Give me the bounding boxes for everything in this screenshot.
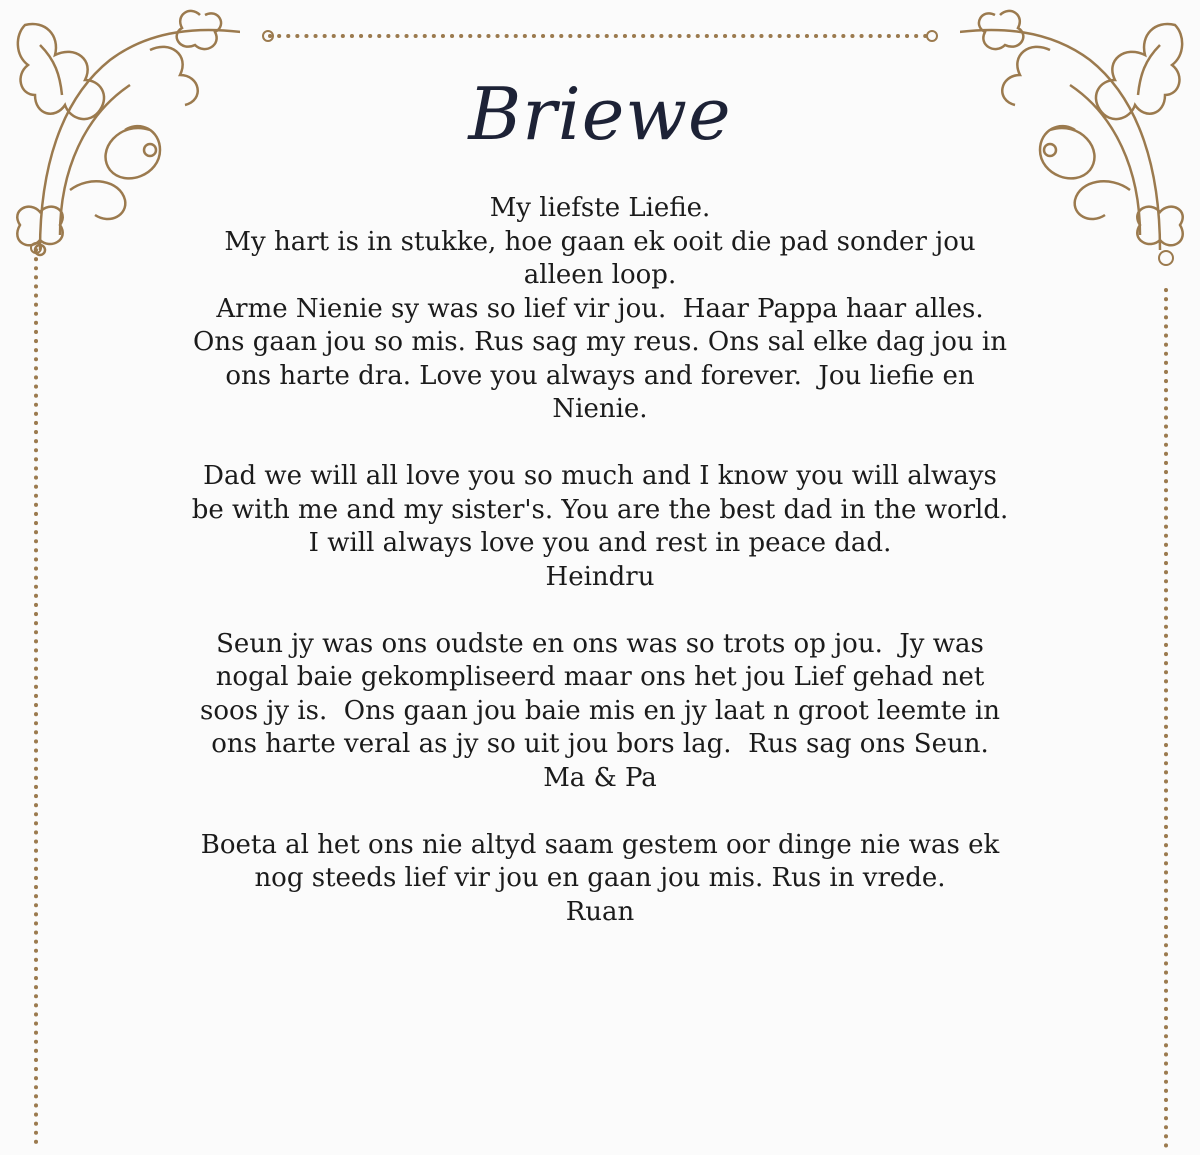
letter-block: [130, 192, 1070, 427]
letter-signature: Ruan: [565, 896, 635, 927]
letter-line: nog steeds lief vir jou en gaan jou mis. Rus in vrede.: [254, 863, 946, 893]
letter-line: Seun jy was ons oudste en ons was so trots op jou. Jy was: [216, 628, 984, 659]
letter-line: ons harte veral as jy so uit jou bors lag. Rus sag ons Seun.: [211, 729, 989, 759]
spacer: [130, 795, 1070, 829]
letter-line: soos jy is. Ons gaan jou baie mis en jy laat n groot leemte in: [200, 695, 1000, 726]
letters-body: [130, 192, 1070, 929]
letter-block: [130, 460, 1070, 594]
letter-block: [130, 829, 1070, 930]
letter-line: Arme Nienie sy was so lief vir jou. Haar Pappa haar alles.: [216, 293, 984, 324]
letter-signature: Heindru: [545, 561, 655, 592]
letter-line: nogal baie gekompliseerd maar ons het jou Lief gehad net: [215, 662, 985, 692]
letter-line: I will always love you and rest in peace dad.: [308, 528, 892, 558]
letter-line: alleen loop.: [523, 260, 677, 290]
letter-line: be with me and my sister's. You are the best dad in the world.: [191, 494, 1009, 525]
letter-block: [130, 628, 1070, 796]
letter-signature: Ma & Pa: [543, 762, 657, 793]
spacer: [130, 427, 1070, 461]
page-title: Briewe: [468, 72, 732, 156]
letter-line: Ons gaan jou so mis. Rus sag my reus. Ons sal elke dag jou in: [193, 327, 1007, 357]
letter-line: ons harte dra. Love you always and forever. Jou liefie en: [225, 360, 975, 391]
letter-line: My hart is in stukke, hoe gaan ek ooit die pad sonder jou: [224, 226, 976, 257]
letter-line: Dad we will all love you so much and I know you will always: [203, 461, 997, 491]
letter-line: My liefste Liefie.: [489, 193, 711, 223]
letter-line: Boeta al het ons nie altyd saam gestem oor dinge nie was ek: [200, 829, 1000, 860]
letter-line: Nienie.: [552, 394, 648, 424]
spacer: [130, 594, 1070, 628]
